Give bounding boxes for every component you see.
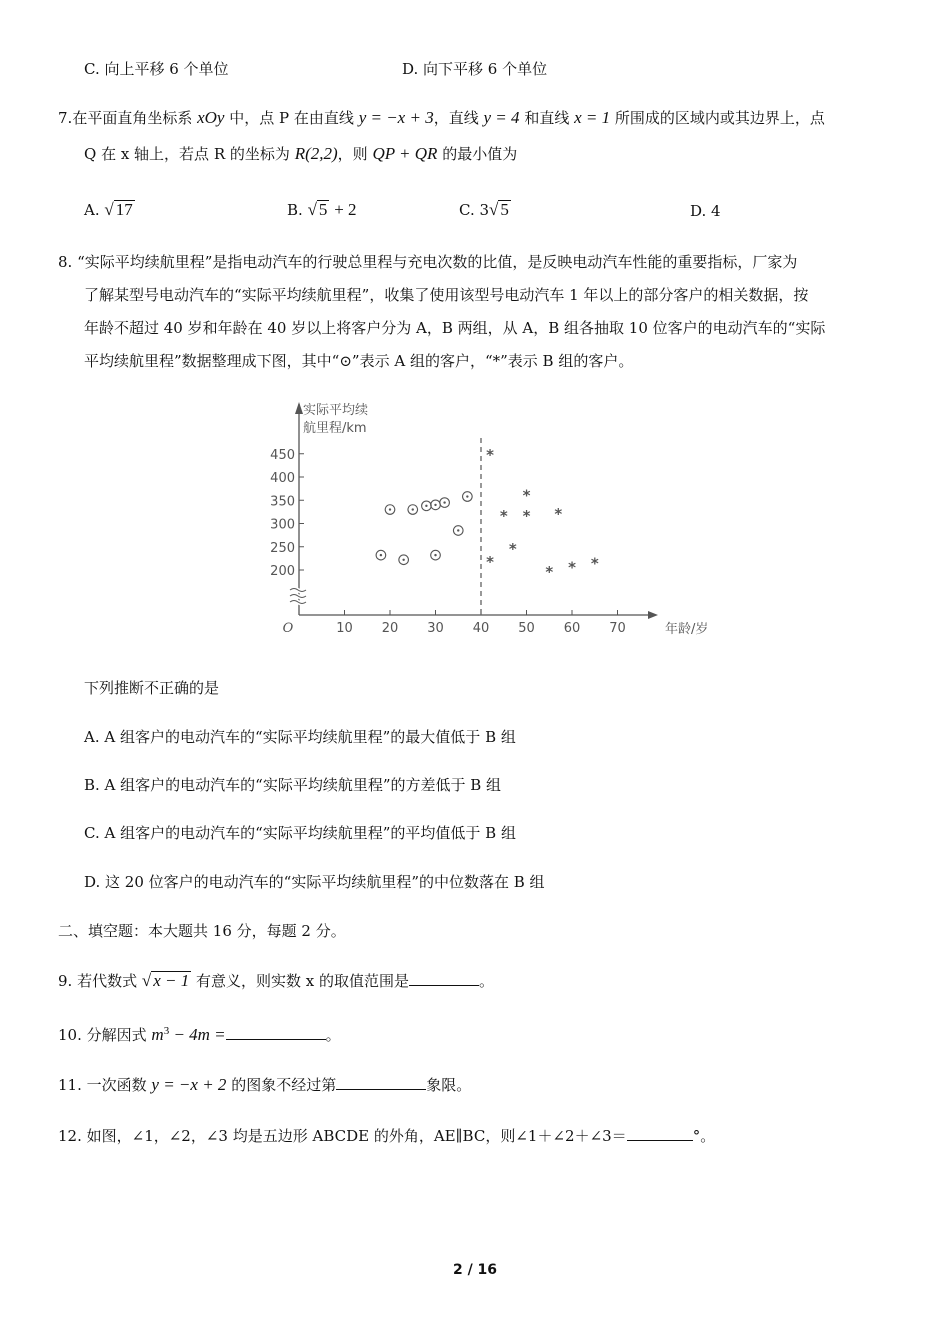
q8-line4: 平均续航里程”数据整理成下图，其中“⊙”表示 A 组的客户，“*”表示 B 组的客户。: [84, 352, 634, 370]
point-a-dot: [457, 529, 459, 531]
point-group-a: [431, 500, 441, 510]
q8-option-d: D. 这 20 位客户的电动汽车的“实际平均续航里程”的中位数落在 B 组: [84, 873, 545, 891]
page-number: 2 / 16: [452, 1262, 498, 1278]
section-2-heading: 二、填空题：本大题共 16 分，每题 2 分。: [58, 922, 346, 940]
q8-option-b: B. A 组客户的电动汽车的“实际平均续航里程”的方差低于 B 组: [84, 776, 502, 794]
scatter-chart: [268, 396, 709, 646]
radicand: 5: [318, 200, 328, 219]
sqrt-sign: √ 5: [489, 200, 509, 219]
answer-blank[interactable]: [409, 971, 479, 986]
point-b-asterisk: *: [486, 445, 495, 464]
x-tick-label: 10: [336, 621, 353, 636]
q6-option-d: D. 向下平移 6 个单位: [402, 60, 548, 78]
x-tick-label: 60: [563, 621, 581, 636]
point-b-asterisk: *: [545, 563, 554, 581]
y-axis-arrow: [295, 402, 303, 414]
sqrt-sign: √ x − 1: [141, 971, 190, 990]
q7-math-line1: y = −x + 3: [358, 108, 434, 127]
q9: [58, 970, 494, 991]
radicand: 5: [500, 200, 509, 219]
point-b-asterisk: *: [522, 486, 531, 505]
q7-line2: [84, 143, 517, 164]
q7-text: 和直线: [524, 109, 570, 127]
option-label: C. 3: [459, 201, 490, 219]
point-group-a: [385, 505, 395, 515]
y-axis-label: 实际平均续: [303, 403, 369, 418]
point-a-dot: [443, 501, 445, 503]
q8-option-c: C. A 组客户的电动汽车的“实际平均续航里程”的平均值低于 B 组: [84, 824, 516, 842]
y-tick-label: 400: [270, 471, 295, 486]
x-tick-label: 50: [518, 621, 535, 636]
q11-math: y = −x + 2: [151, 1075, 227, 1094]
q10-exponent: 3: [163, 1025, 170, 1037]
q7-math-line2: y = 4: [483, 108, 520, 127]
q8-question: 下列推断不正确的是: [84, 679, 220, 697]
q10-text: 10. 分解因式: [58, 1026, 147, 1044]
x-axis-arrow: [648, 611, 658, 619]
q12: [58, 1125, 715, 1146]
radicand: x − 1: [153, 971, 190, 990]
point-b-asterisk: *: [486, 552, 495, 571]
point-a-dot: [402, 559, 404, 561]
q8-line3: 年龄不超过 40 岁和年龄在 40 岁以上将客户分为 A，B 两组，从 A，B 组各抽取 10 位客户的电动汽车的“实际: [84, 319, 826, 337]
q7-number: 7.: [58, 109, 73, 127]
q9-text: 9. 若代数式: [58, 972, 138, 990]
origin-label: O: [282, 621, 294, 636]
x-tick-label: 40: [472, 621, 490, 636]
point-b-asterisk: *: [499, 507, 508, 526]
q7-math-point-r: R(2,2): [294, 144, 338, 163]
y-tick-label: 250: [270, 540, 295, 556]
point-a-dot: [466, 495, 468, 497]
q10-end: 。: [325, 1026, 341, 1044]
y-axis-label: 航里程/km: [303, 421, 367, 436]
answer-blank[interactable]: [336, 1075, 426, 1090]
point-group-a: [463, 492, 473, 502]
y-tick-label: 450: [270, 447, 295, 463]
answer-blank[interactable]: [226, 1025, 326, 1040]
y-tick-label: 350: [270, 494, 295, 510]
y-tick-label: 300: [270, 517, 295, 533]
q7-text: ，直线: [433, 109, 479, 127]
q12-text: 12. 如图，∠1，∠2，∠3 均是五边形 ABCDE 的外角，AE∥BC，则∠1＋∠2＋∠3＝: [58, 1127, 627, 1145]
q7-line1: [58, 107, 825, 128]
q7-text: 的最小值为: [442, 145, 518, 163]
q12-end: °。: [692, 1127, 716, 1145]
q7-option-a: [84, 200, 135, 220]
point-a-dot: [412, 508, 414, 510]
x-tick-label: 70: [609, 621, 626, 636]
q11-text: 的图象不经过第: [231, 1076, 337, 1094]
answer-blank[interactable]: [627, 1126, 693, 1141]
q9-end: 。: [479, 972, 495, 990]
q7-text: 中，点 P 在由直线: [229, 109, 354, 127]
point-group-a: [453, 526, 463, 536]
point-group-a: [408, 505, 418, 515]
q7-option-b: [287, 200, 357, 220]
point-b-asterisk: *: [590, 554, 599, 573]
point-group-a: [422, 501, 432, 511]
point-a-dot: [389, 508, 391, 510]
point-a-dot: [380, 554, 382, 556]
q11-text: 11. 一次函数: [58, 1076, 147, 1094]
q10-math-rest: − 4m =: [169, 1025, 226, 1044]
point-a-dot: [434, 504, 436, 506]
q8-option-a: A. A 组客户的电动汽车的“实际平均续航里程”的最大值低于 B 组: [84, 728, 516, 746]
point-b-asterisk: *: [522, 507, 531, 526]
q10-math-m: m: [151, 1025, 164, 1044]
x-tick-label: 20: [381, 621, 399, 636]
point-a-dot: [425, 505, 427, 507]
point-b-asterisk: *: [508, 539, 517, 558]
radicand: 17: [115, 200, 133, 219]
point-group-a: [399, 555, 409, 565]
q6-option-c: C. 向上平移 6 个单位: [84, 60, 229, 78]
option-rest: + 2: [334, 200, 357, 219]
point-group-a: [440, 498, 450, 508]
point-a-dot: [434, 554, 436, 556]
q9-text: 有意义，则实数 x 的取值范围是: [196, 972, 410, 990]
q7-math-xoy: xOy: [197, 108, 225, 127]
q7-math-sum: QP + QR: [372, 144, 438, 163]
q7-text: 在平面直角坐标系: [72, 109, 193, 127]
q7-text: Q 在 x 轴上，若点 R 的坐标为: [84, 145, 290, 163]
option-label: B.: [287, 201, 303, 219]
q8-line2: 了解某型号电动汽车的“实际平均续航里程”，收集了使用该型号电动汽车 1 年以上的部分客户的相关数据，按: [84, 286, 809, 304]
y-tick-label: 200: [270, 564, 295, 579]
x-axis-label: 年龄/岁: [665, 622, 709, 637]
q7-option-c: [459, 200, 511, 220]
point-group-a: [431, 550, 441, 560]
x-tick-label: 30: [427, 621, 444, 636]
option-label: A.: [84, 201, 100, 219]
q11-text: 象限。: [426, 1076, 472, 1094]
q11: [58, 1074, 471, 1095]
q8-line1: 8. “实际平均续航里程”是指电动汽车的行驶总里程与充电次数的比值，是反映电动汽车性能的重要指标，厂家为: [58, 253, 798, 271]
point-b-asterisk: *: [568, 558, 576, 577]
point-b-asterisk: *: [554, 504, 563, 523]
q7-text: 所围成的区域内或其边界上，点: [614, 109, 825, 127]
q7-text: ，则: [337, 145, 368, 163]
q7-math-line3: x = 1: [574, 108, 611, 127]
point-group-a: [376, 550, 386, 560]
sqrt-sign: √ 17: [104, 200, 133, 219]
q7-option-d: D. 4: [690, 202, 721, 220]
sqrt-sign: √ 5: [307, 200, 328, 219]
q10: [58, 1024, 341, 1045]
